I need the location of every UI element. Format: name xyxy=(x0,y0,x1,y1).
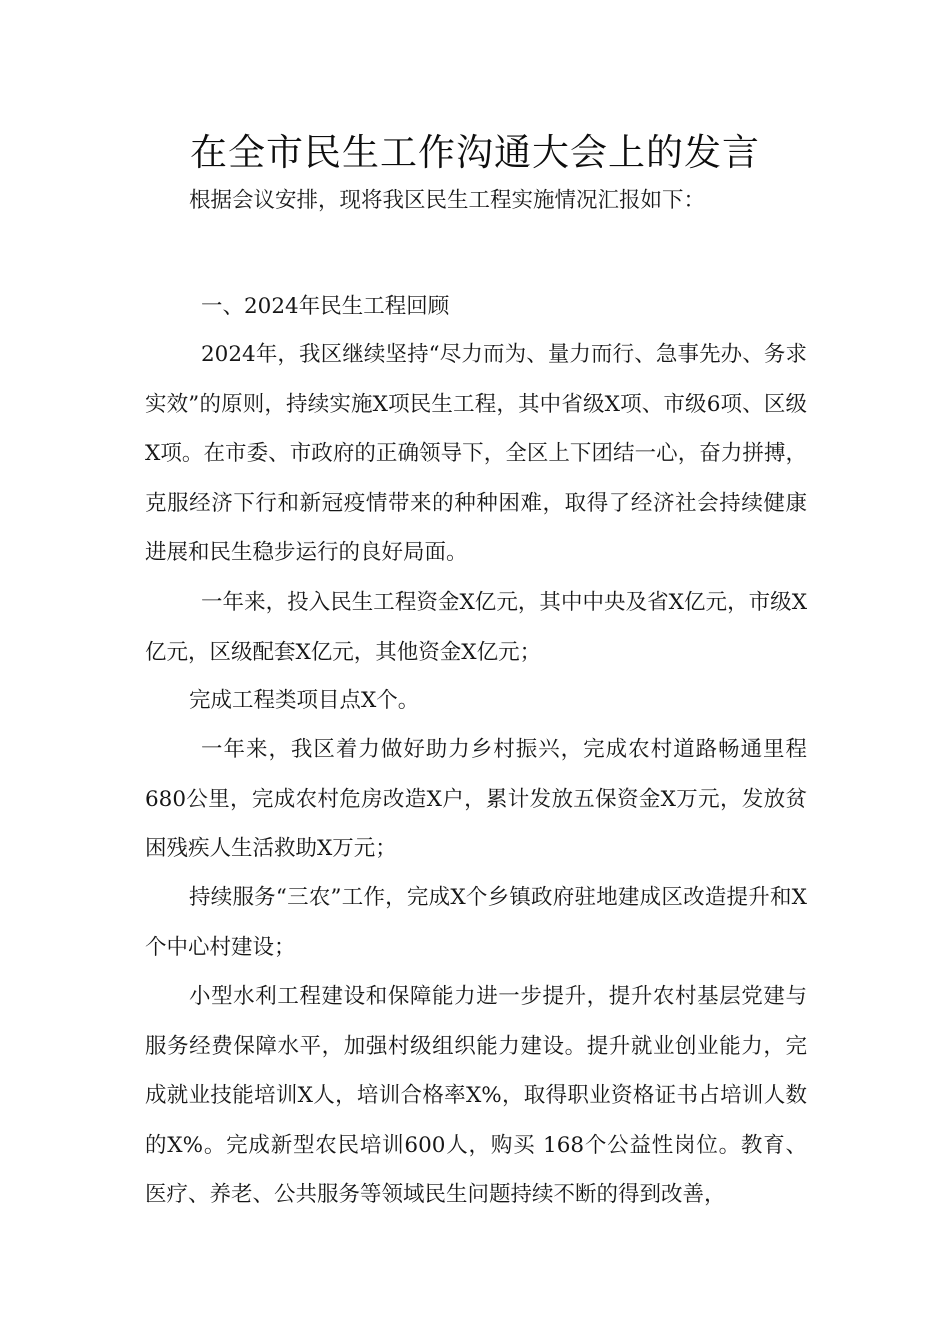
body-paragraph: 一年来，投入民生工程资金X亿元，其中中央及省X亿元，市级X亿元，区级配套X亿元，其他资金X亿元； xyxy=(145,590,807,665)
body-paragraph: 小型水利工程建设和保障能力进一步提升，提升农村基层党建与服务经费保障水平，加强村级组织能力建设。提升就业创业能力，完成就业技能培训X人，培训合格率X%，取得职业资格证书占培训人数的X%。完成新型农民培训600人，购买 168个公益性岗位。教育、医疗、养老、公共服务等领域民生问题持续不断的得到改善， xyxy=(145,984,807,1207)
intro-paragraph: 根据会议安排，现将我区民生工程实施情况汇报如下： xyxy=(189,188,706,213)
section-heading: 一、2024年民生工程回顾 xyxy=(201,294,450,319)
body-paragraph: 2024年，我区继续坚持“尽力而为、量力而行、急事先办、务求实效”的原则，持续实施X项民生工程，其中省级X项、市级6项、区级X项。在市委、市政府的正确领导下，全区上下团结一心，奋力拼搏，克服经济下行和新冠疫情带来的种种困难，取得了经济社会持续健康进展和民生稳步运行的良好局面。 xyxy=(145,342,807,565)
body-paragraph: 持续服务“三农”工作，完成X个乡镇政府驻地建成区改造提升和X个中心村建设； xyxy=(145,885,807,960)
body-paragraph: 完成工程类项目点X个。 xyxy=(189,688,420,713)
body-paragraph: 一年来，我区着力做好助力乡村振兴，完成农村道路畅通里程680公里，完成农村危房改造X户，累计发放五保资金X万元，发放贫困残疾人生活救助X万元； xyxy=(145,737,807,861)
document-title: 在全市民生工作沟通大会上的发言 xyxy=(190,131,760,174)
